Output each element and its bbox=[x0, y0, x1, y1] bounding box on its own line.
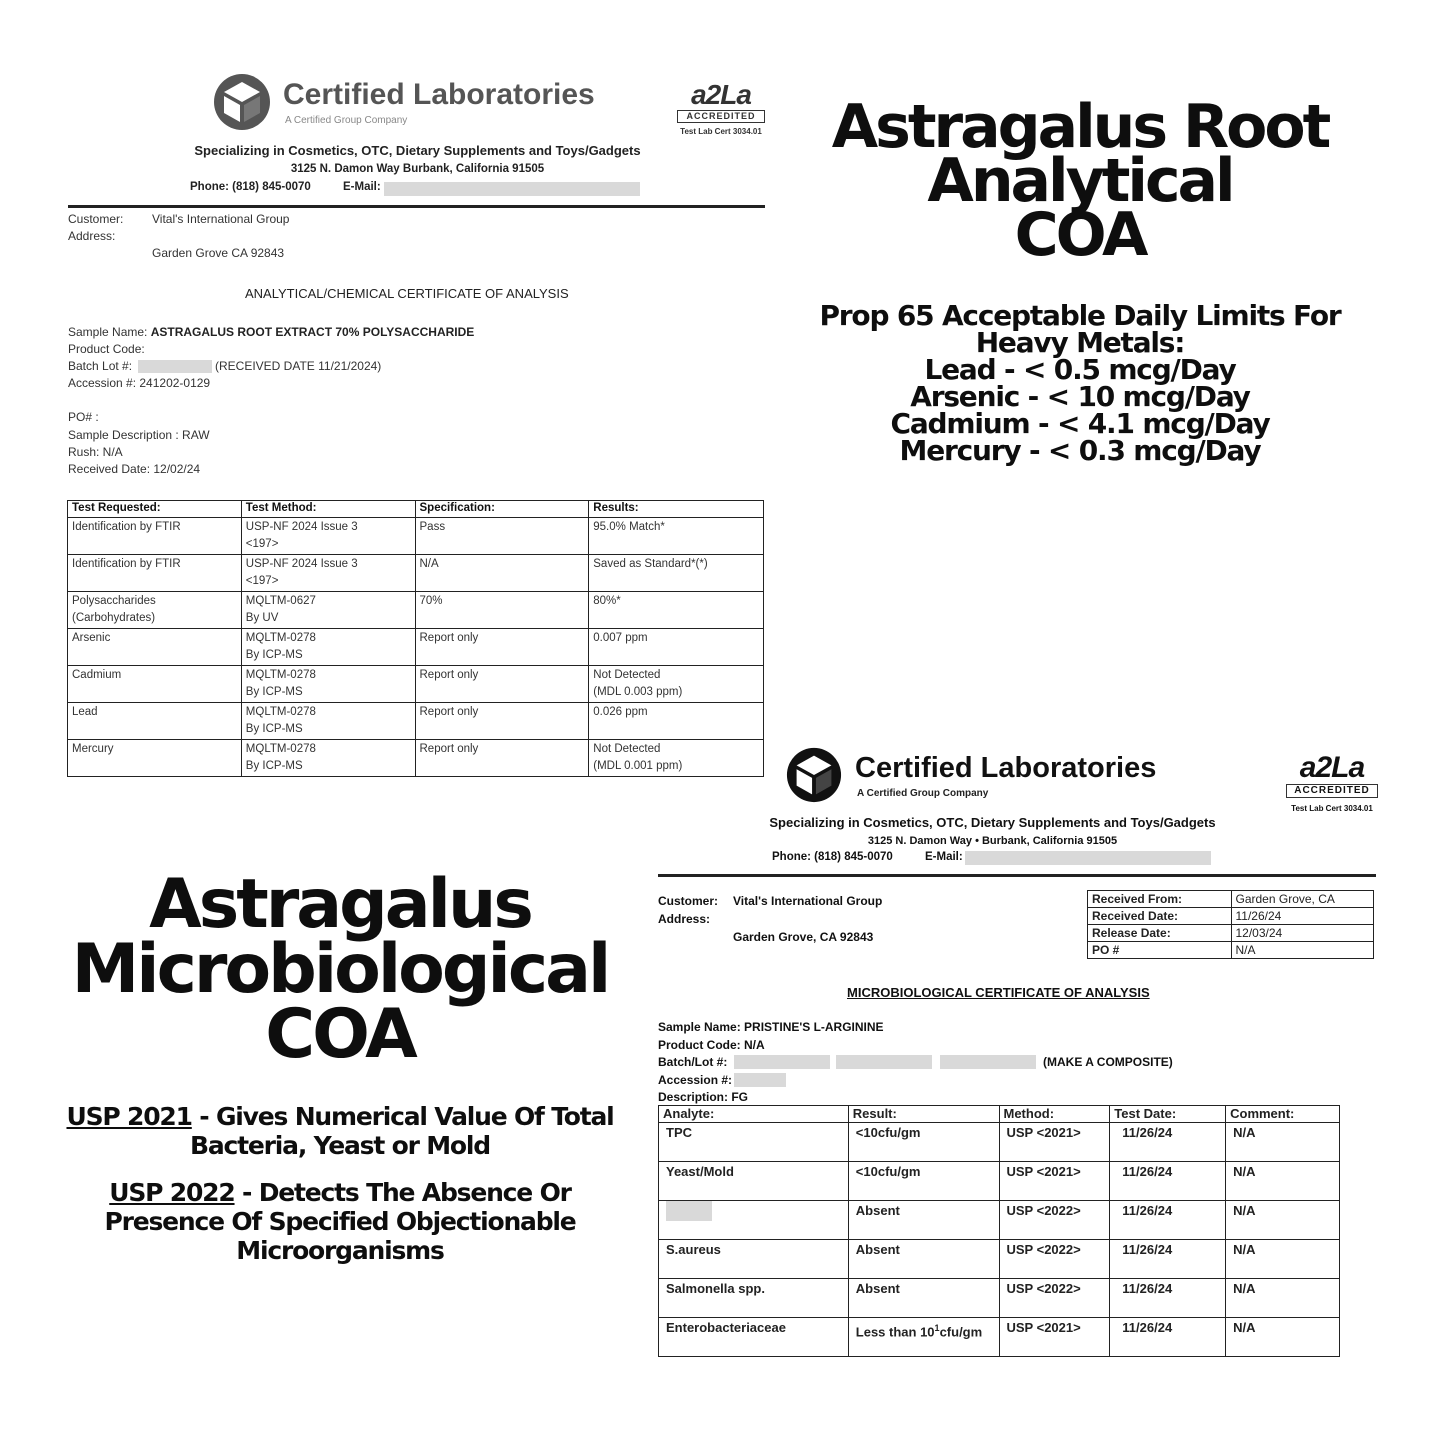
lab-phone: Phone: (818) 845-0070 bbox=[772, 851, 893, 863]
analyte-cell: Yeast/Mold bbox=[659, 1162, 849, 1201]
document-title: MICROBIOLOGICAL CERTIFICATE OF ANALYSIS bbox=[847, 985, 1150, 1000]
column-header: Result: bbox=[848, 1106, 999, 1123]
subtitle-line: Prop 65 Acceptable Daily Limits For bbox=[819, 299, 1341, 332]
customer-value: Vital's International Group bbox=[152, 212, 290, 226]
info-row bbox=[1088, 891, 1374, 908]
subtitle-line: Lead - < 0.5 mcg/Day bbox=[924, 353, 1236, 386]
lab-subtitle: A Certified Group Company bbox=[285, 115, 408, 126]
table-row bbox=[68, 666, 764, 703]
sample-name-row bbox=[68, 325, 474, 339]
received-date: Received Date: 12/02/24 bbox=[68, 462, 201, 476]
title-line: Astragalus Root bbox=[831, 92, 1329, 162]
title-line: COA bbox=[265, 995, 415, 1074]
analytical-promo-title bbox=[800, 92, 1360, 270]
sample-description: Sample Description : RAW bbox=[68, 428, 210, 442]
result-cell: Not Detected (MDL 0.003 ppm) bbox=[589, 666, 764, 703]
address-label: Address: bbox=[658, 912, 711, 926]
customer-label: Customer: bbox=[68, 212, 124, 226]
comment-cell: N/A bbox=[1226, 1318, 1340, 1357]
title-line: Analytical bbox=[927, 146, 1233, 216]
product-code: Product Code: bbox=[68, 342, 145, 356]
redacted-batch-lot bbox=[734, 1055, 830, 1069]
result-cell: 0.026 ppm bbox=[589, 703, 764, 740]
result-cell: Less than $10^1cfu/gm$ bbox=[848, 1318, 999, 1357]
result-cell: Absent bbox=[848, 1279, 999, 1318]
email-label: E-Mail: bbox=[343, 181, 381, 193]
method-cell: MQLTM-0278 By ICP-MS bbox=[241, 703, 415, 740]
test-cell: Mercury bbox=[68, 740, 242, 777]
info-label: Release Date: bbox=[1088, 925, 1232, 942]
spec-cell: Report only bbox=[415, 703, 589, 740]
certified-laboratories-logo-icon bbox=[783, 746, 845, 804]
header-divider bbox=[658, 874, 1376, 877]
redacted-email bbox=[965, 851, 1211, 865]
test-cell: Identification by FTIR bbox=[68, 555, 242, 592]
lab-name: Certified Laboratories bbox=[855, 752, 1157, 784]
document-title: ANALYTICAL/CHEMICAL CERTIFICATE OF ANALYSIS bbox=[245, 286, 569, 301]
lab-phone: Phone: (818) 845-0070 bbox=[190, 181, 311, 193]
analytical-results-table bbox=[67, 500, 764, 777]
method-cell: USP <2021> bbox=[999, 1123, 1110, 1162]
test-cell: Identification by FTIR bbox=[68, 518, 242, 555]
table-row bbox=[68, 592, 764, 629]
test-cell: Arsenic bbox=[68, 629, 242, 666]
cert-number: Test Lab Cert 3034.01 bbox=[680, 127, 762, 136]
usp2021-label: USP 2021 bbox=[66, 1102, 192, 1131]
result-cell: 95.0% Match* bbox=[589, 518, 764, 555]
comment-cell: N/A bbox=[1226, 1201, 1340, 1240]
analyte-cell: Enterobacteriaceae bbox=[659, 1318, 849, 1357]
table-row bbox=[68, 629, 764, 666]
result-cell: <10cfu/gm bbox=[848, 1123, 999, 1162]
method-cell: USP <2022> bbox=[999, 1201, 1110, 1240]
sample-name-value: ASTRAGALUS ROOT EXTRACT 70% POLYSACCHARIDE bbox=[150, 325, 475, 339]
a2la-accreditation-badge bbox=[672, 80, 770, 136]
redacted-analyte bbox=[666, 1201, 712, 1221]
table-row bbox=[68, 703, 764, 740]
date-cell: 11/26/24 bbox=[1110, 1162, 1226, 1201]
comment-cell: N/A bbox=[1226, 1240, 1340, 1279]
table-row bbox=[659, 1279, 1340, 1318]
result-cell: Absent bbox=[848, 1201, 999, 1240]
column-header: Test Method: bbox=[241, 501, 415, 518]
lab-address: 3125 N. Damon Way • Burbank, California 91505 bbox=[867, 835, 1118, 847]
accession-label: Accession #: bbox=[658, 1073, 733, 1087]
column-header: Results: bbox=[589, 501, 764, 518]
lab-name: Certified Laboratories bbox=[283, 78, 595, 111]
lab-subtitle: A Certified Group Company bbox=[857, 788, 989, 799]
result-cell: <10cfu/gm bbox=[848, 1162, 999, 1201]
date-cell: 11/26/24 bbox=[1110, 1318, 1226, 1357]
specializing-line: Specializing in Cosmetics, OTC, Dietary Supplements and Toys/Gadgets bbox=[769, 815, 1216, 830]
table-row bbox=[659, 1201, 1340, 1240]
redacted-email bbox=[384, 182, 640, 196]
info-value: N/A bbox=[1231, 942, 1374, 959]
table-row bbox=[68, 518, 764, 555]
comment-cell: N/A bbox=[1226, 1162, 1340, 1201]
address-value: Garden Grove CA 92843 bbox=[152, 246, 285, 260]
rush: Rush: N/A bbox=[68, 445, 123, 459]
po-number: PO# : bbox=[68, 410, 99, 424]
spec-cell: Pass bbox=[415, 518, 589, 555]
method-cell: MQLTM-0278 By ICP-MS bbox=[241, 740, 415, 777]
cert-number: Test Lab Cert 3034.01 bbox=[1291, 804, 1373, 813]
method-cell: MQLTM-0278 By ICP-MS bbox=[241, 666, 415, 703]
description: Description: FG bbox=[658, 1090, 749, 1104]
spec-cell: Report only bbox=[415, 740, 589, 777]
usp2021-description: USP 2021 - Gives Numerical Value Of Total Bacteria, Yeast or Mold bbox=[66, 1102, 614, 1160]
column-header: Method: bbox=[999, 1106, 1110, 1123]
subtitle-line: Mercury - < 0.3 mcg/Day bbox=[899, 434, 1261, 467]
title-line: Astragalus bbox=[149, 865, 531, 944]
sample-name: Sample Name: PRISTINE'S L-ARGININE bbox=[658, 1020, 884, 1034]
lab-address: 3125 N. Damon Way Burbank, California 91505 bbox=[290, 163, 545, 175]
info-row bbox=[1088, 908, 1374, 925]
a2la-logo-icon: a2La bbox=[1299, 751, 1365, 784]
method-cell: USP <2021> bbox=[999, 1162, 1110, 1201]
info-label: Received From: bbox=[1088, 891, 1232, 908]
redacted-batch-lot bbox=[138, 360, 212, 373]
method-cell: USP-NF 2024 Issue 3 <197> bbox=[241, 555, 415, 592]
method-cell: USP <2022> bbox=[999, 1240, 1110, 1279]
date-cell: 11/26/24 bbox=[1110, 1201, 1226, 1240]
specializing-line: Specializing in Cosmetics, OTC, Dietary Supplements and Toys/Gadgets bbox=[194, 143, 641, 158]
info-label: PO # bbox=[1088, 942, 1232, 959]
analyte-cell: TPC bbox=[659, 1123, 849, 1162]
table-row bbox=[68, 740, 764, 777]
info-row bbox=[1088, 925, 1374, 942]
accredited-label: ACCREDITED bbox=[677, 110, 765, 123]
accession-number: Accession #: 241202-0129 bbox=[68, 376, 211, 390]
method-cell: MQLTM-0627 By UV bbox=[241, 592, 415, 629]
address-label: Address: bbox=[68, 229, 116, 243]
result-cell: Absent bbox=[848, 1240, 999, 1279]
microbiological-promo-title bbox=[40, 865, 640, 1074]
microbiological-results-table bbox=[658, 1105, 1340, 1357]
table-row bbox=[68, 555, 764, 592]
table-row bbox=[659, 1162, 1340, 1201]
info-value: Garden Grove, CA bbox=[1231, 891, 1374, 908]
redacted-accession bbox=[734, 1073, 786, 1087]
a2la-accreditation-badge bbox=[1282, 752, 1382, 813]
usp2022-label: USP 2022 bbox=[109, 1178, 235, 1207]
column-header: Specification: bbox=[415, 501, 589, 518]
title-line: COA bbox=[1014, 200, 1146, 270]
product-code: Product Code: N/A bbox=[658, 1038, 765, 1052]
subtitle-line: Arsenic - < 10 mcg/Day bbox=[910, 380, 1250, 413]
column-header: Comment: bbox=[1226, 1106, 1340, 1123]
customer-label: Customer: bbox=[658, 894, 719, 908]
info-row bbox=[1088, 942, 1374, 959]
batch-lot-label: Batch Lot #: bbox=[68, 359, 133, 373]
column-header: Test Date: bbox=[1110, 1106, 1226, 1123]
result-cell: Saved as Standard*(*) bbox=[589, 555, 764, 592]
comment-cell: N/A bbox=[1226, 1123, 1340, 1162]
subtitle-line: Heavy Metals: bbox=[975, 326, 1185, 359]
analyte-cell: S.aureus bbox=[659, 1240, 849, 1279]
date-cell: 11/26/24 bbox=[1110, 1123, 1226, 1162]
prop65-limits bbox=[790, 299, 1370, 467]
method-cell: USP-NF 2024 Issue 3 <197> bbox=[241, 518, 415, 555]
redacted-batch-lot bbox=[836, 1055, 932, 1069]
certified-laboratories-logo-icon bbox=[210, 72, 274, 132]
accredited-label: ACCREDITED bbox=[1286, 784, 1378, 798]
column-header: Test Requested: bbox=[68, 501, 242, 518]
column-header: Analyte: bbox=[659, 1106, 849, 1123]
a2la-logo-icon: a2La bbox=[691, 79, 751, 110]
table-row bbox=[659, 1123, 1340, 1162]
result-cell: 80%* bbox=[589, 592, 764, 629]
result-cell: 0.007 ppm bbox=[589, 629, 764, 666]
header-divider bbox=[68, 205, 765, 208]
method-cell: USP <2022> bbox=[999, 1279, 1110, 1318]
date-cell: 11/26/24 bbox=[1110, 1279, 1226, 1318]
info-label: Received Date: bbox=[1088, 908, 1232, 925]
table-header-row bbox=[659, 1106, 1340, 1123]
test-cell: Lead bbox=[68, 703, 242, 740]
table-row bbox=[659, 1318, 1340, 1357]
spec-cell: Report only bbox=[415, 629, 589, 666]
title-line: Microbiological bbox=[71, 930, 609, 1009]
test-cell: Polysaccharides (Carbohydrates) bbox=[68, 592, 242, 629]
received-note: (RECEIVED DATE 11/21/2024) bbox=[215, 359, 382, 373]
usp2022-description: USP 2022 - Detects The Absence Or Presence Of Specified Objectionable Microorganisms bbox=[104, 1178, 576, 1265]
sample-name-label: Sample Name: bbox=[68, 325, 148, 339]
method-cell: USP <2021> bbox=[999, 1318, 1110, 1357]
spec-cell: N/A bbox=[415, 555, 589, 592]
method-cell: MQLTM-0278 By ICP-MS bbox=[241, 629, 415, 666]
table-row bbox=[659, 1240, 1340, 1279]
test-cell: Cadmium bbox=[68, 666, 242, 703]
analyte-cell bbox=[659, 1201, 849, 1240]
subtitle-line: Cadmium - < 4.1 mcg/Day bbox=[890, 407, 1270, 440]
info-value: 11/26/24 bbox=[1231, 908, 1374, 925]
spec-cell: 70% bbox=[415, 592, 589, 629]
customer-value: Vital's International Group bbox=[733, 894, 883, 908]
date-cell: 11/26/24 bbox=[1110, 1240, 1226, 1279]
email-label: E-Mail: bbox=[925, 851, 963, 863]
table-header-row bbox=[68, 501, 764, 518]
result-cell: Not Detected (MDL 0.001 ppm) bbox=[589, 740, 764, 777]
spec-cell: Report only bbox=[415, 666, 589, 703]
info-value: 12/03/24 bbox=[1231, 925, 1374, 942]
receipt-info-table bbox=[1087, 890, 1374, 959]
redacted-batch-lot bbox=[940, 1055, 1036, 1069]
batch-lot-label: Batch/Lot #: bbox=[658, 1055, 728, 1069]
address-value: Garden Grove, CA 92843 bbox=[733, 930, 874, 944]
comment-cell: N/A bbox=[1226, 1279, 1340, 1318]
composite-note: (MAKE A COMPOSITE) bbox=[1043, 1055, 1173, 1069]
analyte-cell: Salmonella spp. bbox=[659, 1279, 849, 1318]
